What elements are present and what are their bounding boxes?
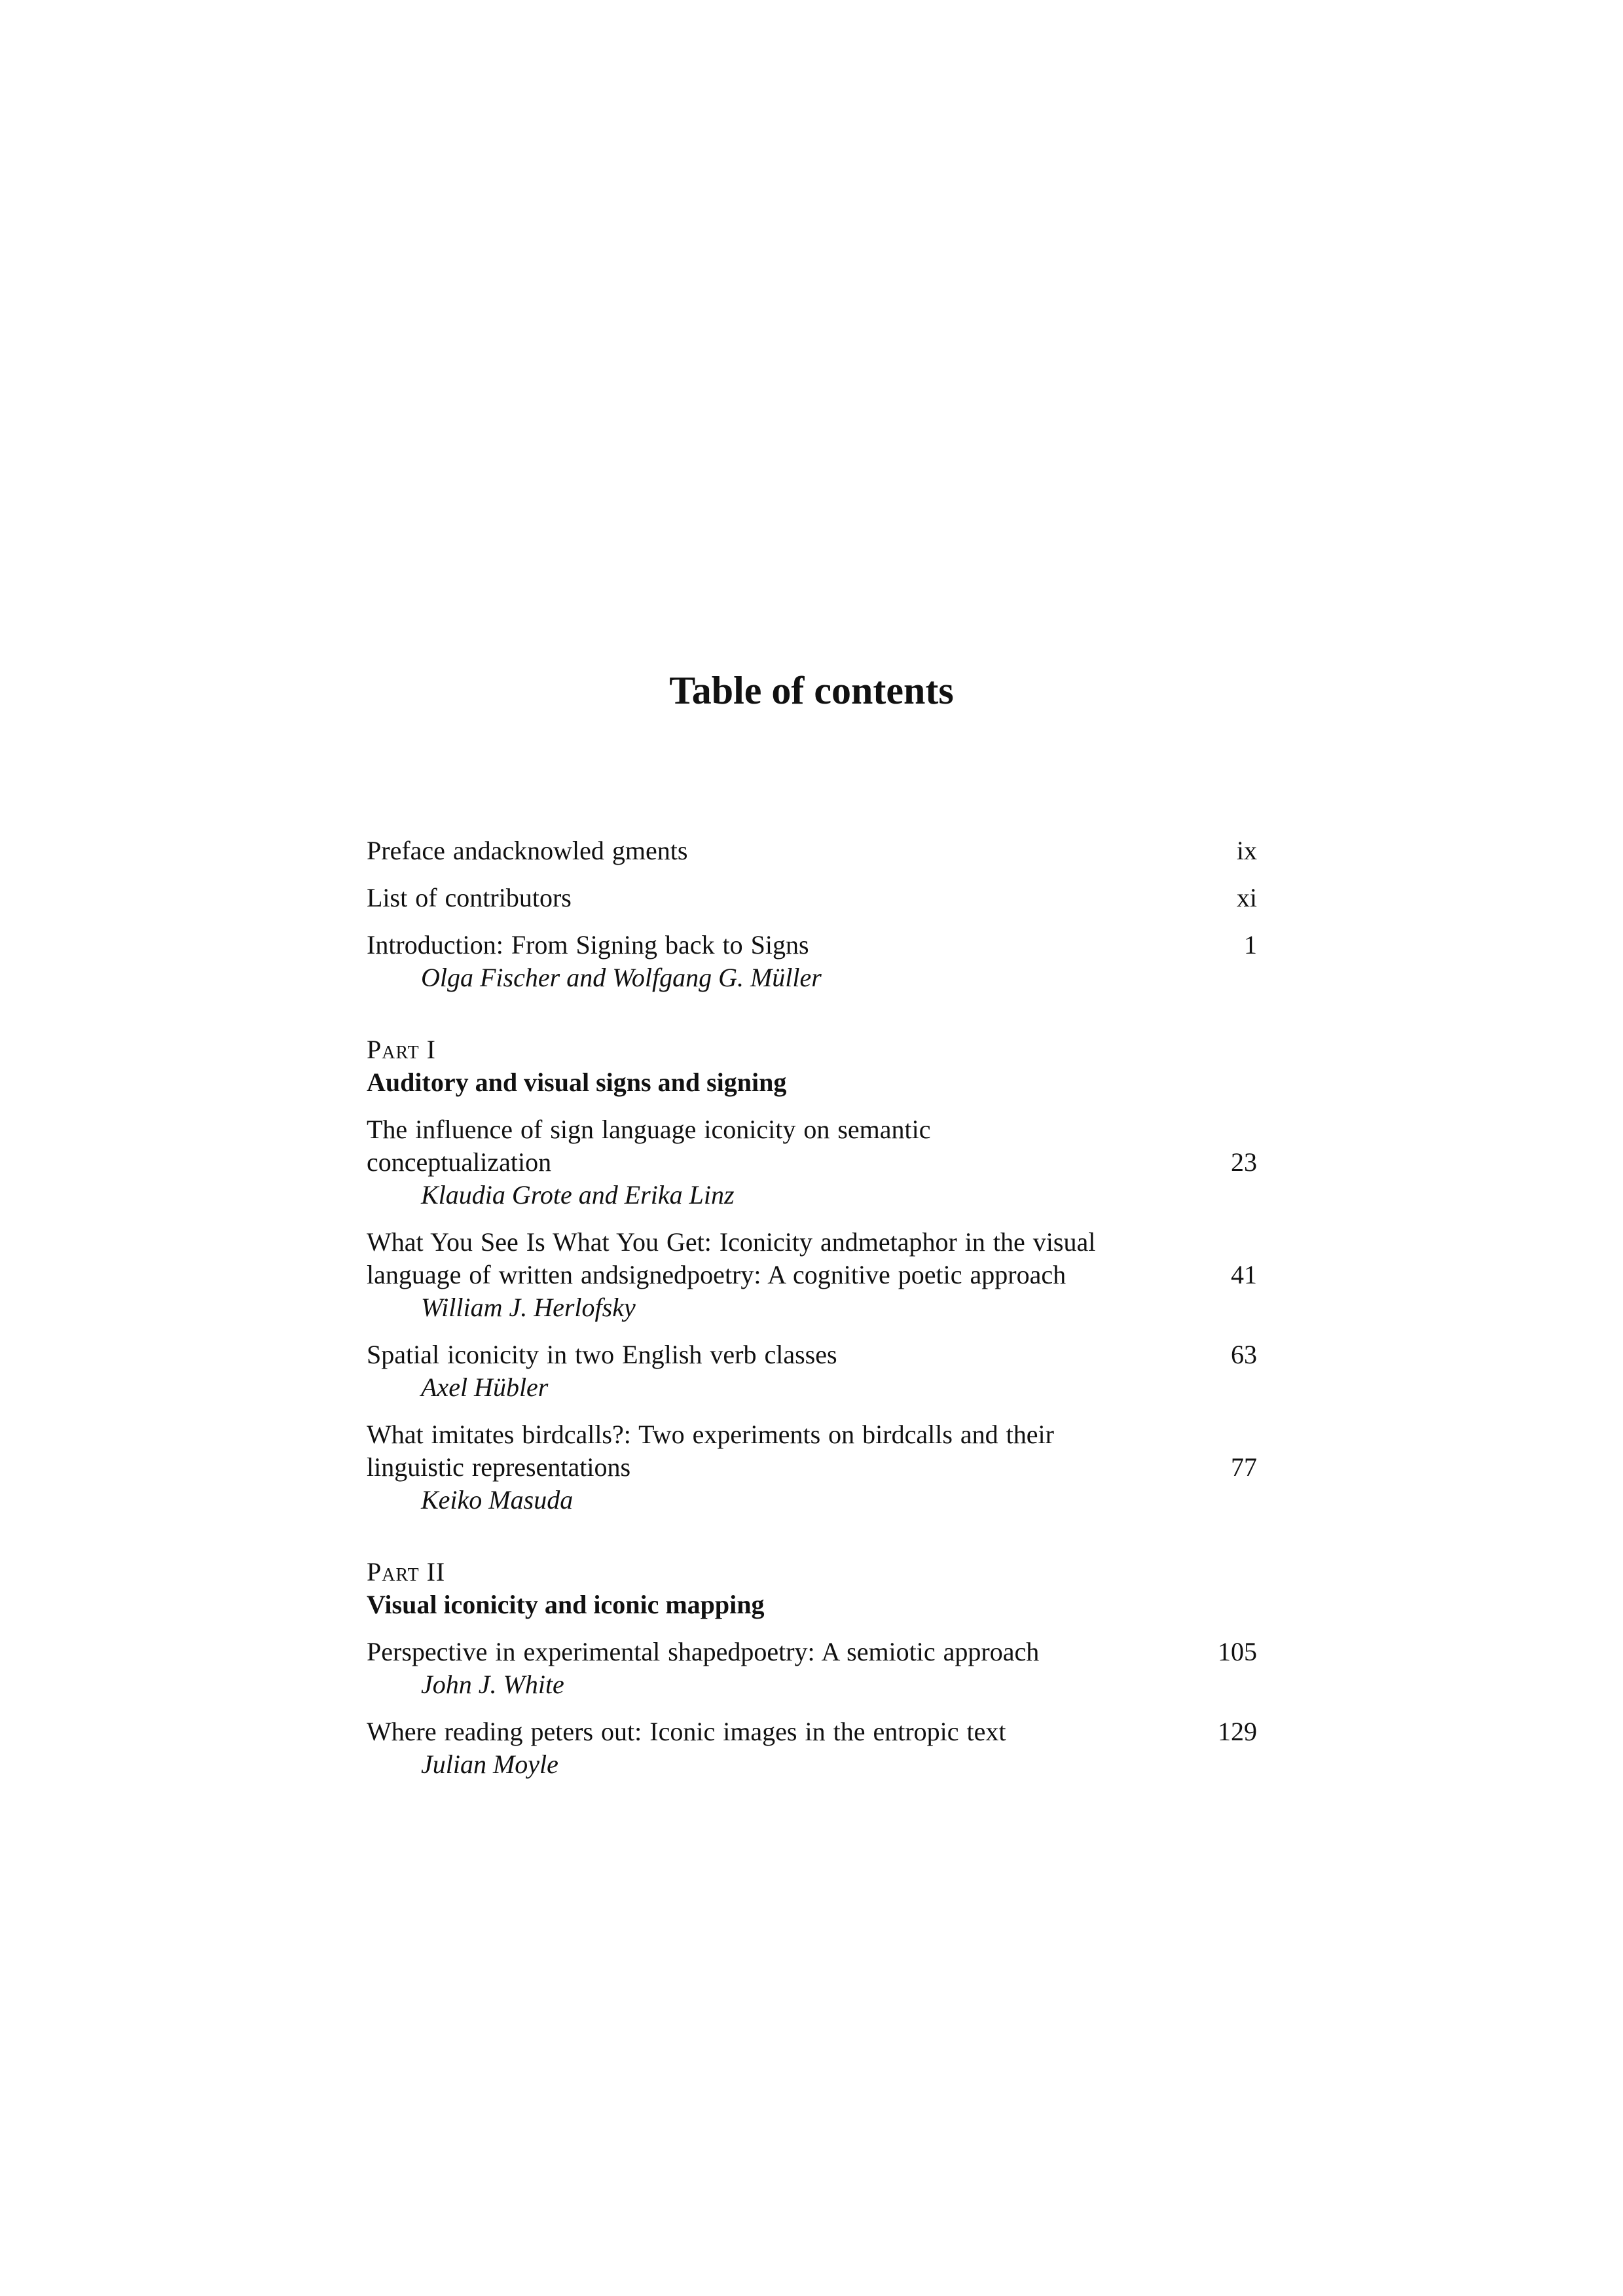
entry-authors: Klaudia Grote and Erika Linz xyxy=(421,1180,735,1210)
title-line: Preface andacknowled gments xyxy=(367,836,688,865)
part-label: Part I xyxy=(367,1035,436,1064)
title-line: What You See Is What You Get: Iconicity andmetaphor in the visual xyxy=(367,1227,1096,1257)
table-of-contents xyxy=(367,834,1257,1795)
toc-entry-introduction xyxy=(367,929,1257,994)
entry-title xyxy=(367,1418,1178,1484)
part-label: Part II xyxy=(367,1557,446,1587)
page-number: 1 xyxy=(1244,930,1257,960)
page-number: 77 xyxy=(1231,1452,1257,1482)
page-number: 41 xyxy=(1231,1260,1257,1289)
page-number: ix xyxy=(1236,836,1257,865)
toc-entry xyxy=(367,1113,1257,1211)
part-title: Auditory and visual signs and signing xyxy=(367,1067,787,1097)
title-line: Where reading peters out: Iconic images in the entropic text xyxy=(367,1717,1006,1746)
entry-authors: Keiko Masuda xyxy=(421,1485,574,1515)
entry-title xyxy=(367,1226,1178,1291)
entry-title xyxy=(367,929,1178,961)
toc-entry xyxy=(367,1418,1257,1516)
title-line: The influence of sign language iconicity on semantic xyxy=(367,1115,931,1144)
page-title: Table of contents xyxy=(669,669,954,712)
entry-authors: Axel Hübler xyxy=(421,1372,549,1402)
page-number: xi xyxy=(1236,883,1257,912)
entry-title xyxy=(367,1113,1178,1179)
toc-entry-preface xyxy=(367,834,1257,867)
part-heading-1 xyxy=(367,1033,1257,1099)
toc-entry xyxy=(367,1338,1257,1404)
entry-title xyxy=(367,1636,1178,1668)
page-number: 129 xyxy=(1218,1717,1257,1746)
entry-authors: John J. White xyxy=(421,1670,564,1699)
title-line: Spatial iconicity in two English verb classes xyxy=(367,1340,837,1369)
title-line: Perspective in experimental shapedpoetry: A semiotic approach xyxy=(367,1637,1040,1666)
page-number: 105 xyxy=(1218,1637,1257,1666)
toc-entry xyxy=(367,1636,1257,1701)
entry-title xyxy=(367,1715,1178,1748)
toc-entry xyxy=(367,1715,1257,1781)
entry-authors: Olga Fischer and Wolfgang G. Müller xyxy=(421,963,822,992)
title-line: linguistic representations xyxy=(367,1452,631,1482)
page-number: 63 xyxy=(1231,1340,1257,1369)
title-line: conceptualization xyxy=(367,1147,552,1177)
entry-title xyxy=(367,882,1178,914)
part-heading-2 xyxy=(367,1556,1257,1621)
entry-title xyxy=(367,834,1178,867)
part-title: Visual iconicity and iconic mapping xyxy=(367,1590,765,1619)
title-line: language of written andsignedpoetry: A cognitive poetic approach xyxy=(367,1260,1067,1289)
page-number: 23 xyxy=(1231,1147,1257,1177)
title-line: What imitates birdcalls?: Two experiments on birdcalls and their xyxy=(367,1420,1054,1449)
toc-entry-contributors xyxy=(367,882,1257,914)
toc-entry xyxy=(367,1226,1257,1324)
entry-authors: Julian Moyle xyxy=(421,1749,558,1779)
title-line: List of contributors xyxy=(367,883,572,912)
title-line: Introduction: From Signing back to Signs xyxy=(367,930,809,960)
entry-authors: William J. Herlofsky xyxy=(421,1293,636,1322)
entry-title xyxy=(367,1338,1178,1371)
